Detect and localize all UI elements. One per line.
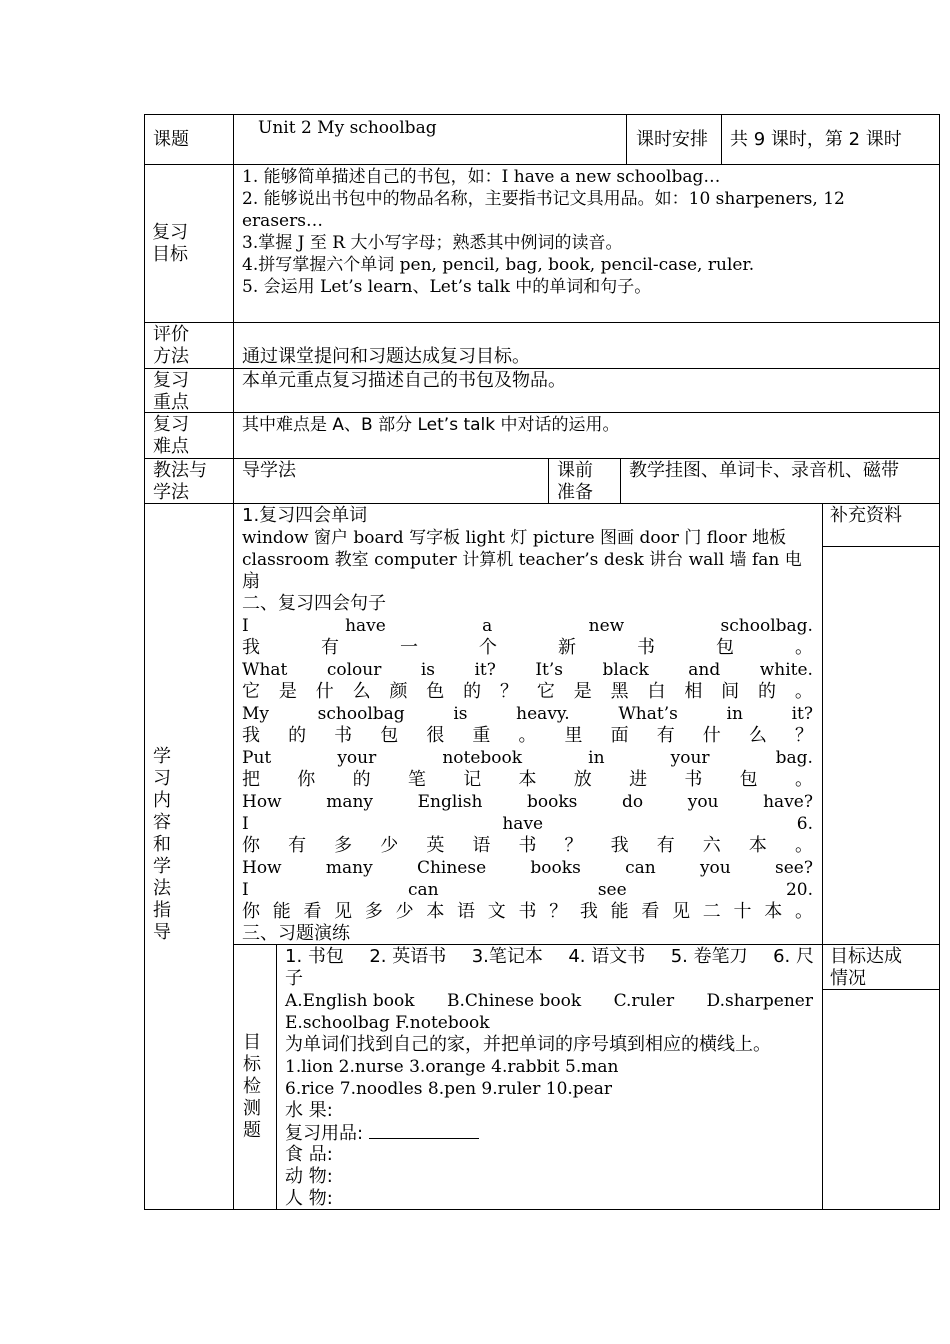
sentence-word: 。 bbox=[794, 835, 813, 856]
sentence-word: 是 bbox=[573, 681, 592, 702]
key-points-value: 本单元重点复习描述自己的书包及物品。 bbox=[242, 370, 566, 391]
sentence-word: many bbox=[325, 858, 373, 878]
sentence-word: colour bbox=[326, 660, 382, 680]
goal-5: 5. 会运用 Let’s learn、Let’s talk 中的单词和句子。 bbox=[242, 277, 652, 297]
sentence-line bbox=[242, 857, 813, 879]
q1-items bbox=[285, 946, 814, 968]
sentence-word: Put bbox=[242, 748, 272, 768]
sentence-word: a bbox=[482, 616, 493, 636]
goal-1: 1. 能够简单描述自己的书包，如：I have a new schoolbag… bbox=[242, 167, 721, 187]
sentence-word: 我 bbox=[579, 901, 598, 922]
sentence-line bbox=[242, 879, 813, 901]
sentence-word: 六 bbox=[702, 835, 721, 856]
sentence-word: 把 bbox=[242, 769, 260, 790]
sentence-word: 语 bbox=[472, 835, 491, 856]
sentence-word: 你 bbox=[297, 769, 316, 790]
sentence-word: 放 bbox=[573, 769, 592, 790]
difficulties-value: 其中难点是 A、B 部分 Let’s talk 中对话的运用。 bbox=[242, 415, 620, 435]
sentence-line bbox=[242, 747, 813, 769]
sentence-word: How bbox=[242, 858, 282, 878]
sentence-word: 6. bbox=[796, 814, 813, 834]
topic-value: Unit 2 My schoolbag bbox=[258, 118, 437, 138]
item: A.English book bbox=[285, 991, 415, 1011]
sentence-word: 的 bbox=[463, 681, 482, 702]
sentence-word: 笔 bbox=[407, 769, 426, 790]
sentence-word: have? bbox=[763, 792, 813, 812]
sentence-word: black bbox=[602, 660, 649, 680]
sentence-word: 么 bbox=[352, 681, 371, 702]
sentence-word: 本 bbox=[748, 835, 767, 856]
sentence-word: It’s bbox=[535, 660, 564, 680]
sentence-word: you bbox=[687, 792, 719, 812]
sentence-word: have bbox=[502, 814, 544, 834]
sentence-word: in bbox=[726, 704, 743, 724]
sentence-word: it? bbox=[791, 704, 813, 724]
item: 2. 英语书 bbox=[369, 946, 447, 967]
sentence-word: 包 bbox=[380, 725, 399, 746]
sentence-word: 我 bbox=[242, 725, 260, 746]
sentence-word: white. bbox=[759, 660, 813, 680]
item: 5. 卷笔刀 bbox=[670, 946, 748, 967]
sentence-word: 有 bbox=[656, 835, 675, 856]
sentence-word: 什 bbox=[315, 681, 334, 702]
sentence-word: can bbox=[407, 880, 439, 900]
sentence-word: 它 bbox=[242, 681, 260, 702]
methods-value: 导学法 bbox=[242, 460, 296, 481]
sentence-word: 你 bbox=[242, 835, 260, 856]
sentence-word: your bbox=[337, 748, 377, 768]
sentence-word: 黑 bbox=[610, 681, 629, 702]
sentence-word: 。 bbox=[794, 901, 813, 922]
sentence-word: 色 bbox=[426, 681, 445, 702]
sentence-word: your bbox=[670, 748, 710, 768]
sentence-word: 间 bbox=[721, 681, 740, 702]
sentence-word: 白 bbox=[647, 681, 666, 702]
sentence-word: new bbox=[588, 616, 625, 636]
goal-3: 3.掌握 J 至 R 大小写字母；熟悉其中例词的读音。 bbox=[242, 233, 623, 253]
sentence-word: and bbox=[688, 660, 721, 680]
sentence-word: 面 bbox=[610, 725, 629, 746]
sentence-word: ？ bbox=[549, 901, 568, 922]
sentence-line bbox=[242, 901, 813, 923]
sentence-word: notebook bbox=[442, 748, 523, 768]
sentence-word: 书 bbox=[518, 835, 537, 856]
sentence-line bbox=[242, 725, 813, 747]
sentence-word: 有 bbox=[656, 725, 675, 746]
category-food: 食 品: bbox=[285, 1144, 333, 1165]
key-points-label-1: 复习 bbox=[153, 370, 189, 391]
sentence-word: 英 bbox=[426, 835, 445, 856]
sentence-word: 。 bbox=[794, 769, 813, 790]
sentence-word: 二 bbox=[702, 901, 721, 922]
words-line-3: 扇 bbox=[242, 571, 260, 592]
sentence-word: 少 bbox=[380, 835, 399, 856]
item: 6. 尺 bbox=[773, 946, 814, 967]
sentence-word: What’s bbox=[618, 704, 678, 724]
sentence-word: books bbox=[530, 858, 581, 878]
goals-label: 复习目标 bbox=[152, 222, 188, 265]
methods-label-1: 教法与 bbox=[153, 460, 207, 481]
sentence-line bbox=[242, 637, 813, 659]
sentence-word: ？ bbox=[564, 835, 583, 856]
sentence-line bbox=[242, 813, 813, 835]
sentence-word: ？ bbox=[500, 681, 519, 702]
sentence-word: many bbox=[326, 792, 374, 812]
sentence-word: 书 bbox=[334, 725, 353, 746]
category-people: 人 物: bbox=[285, 1188, 333, 1209]
sentence-word: Chinese bbox=[416, 858, 487, 878]
sentence-word: 很 bbox=[426, 725, 445, 746]
item: D.sharpener bbox=[706, 991, 813, 1011]
sentence-word: 看 bbox=[641, 901, 660, 922]
item: 4. 语文书 bbox=[568, 946, 646, 967]
sentence-line bbox=[242, 791, 813, 813]
sentence-word: 。 bbox=[795, 637, 813, 658]
category-supplies: 复习用品: bbox=[285, 1122, 479, 1145]
sentences-title: 二、复习四会句子 bbox=[242, 593, 386, 614]
evaluation-value: 通过课堂提问和习题达成复习目标。 bbox=[242, 346, 530, 367]
sentence-word: it? bbox=[474, 660, 496, 680]
sentence-word: 的 bbox=[288, 725, 307, 746]
schedule-label: 课时安排 bbox=[636, 129, 708, 150]
answer-blank[interactable] bbox=[369, 1122, 479, 1139]
prep-label-1: 课前 bbox=[557, 460, 593, 481]
sentence-word: is bbox=[453, 704, 468, 724]
sentence-word: 。 bbox=[794, 681, 813, 702]
goal-2: 2. 能够说出书包中的物品名称，主要指书记文具用品。如：10 sharpeners, 12 bbox=[242, 189, 845, 209]
sentence-word: 少 bbox=[395, 901, 414, 922]
topic-label: 课题 bbox=[153, 129, 189, 150]
sentence-word: 见 bbox=[334, 901, 353, 922]
sentence-word: 多 bbox=[364, 901, 383, 922]
sentence-word: 能 bbox=[610, 901, 629, 922]
sentence-line bbox=[242, 615, 813, 637]
sentence-word: in bbox=[588, 748, 605, 768]
words-title: 1.复习四会单词 bbox=[242, 505, 368, 526]
sentence-word: My bbox=[242, 704, 270, 724]
sentence-word: 看 bbox=[303, 901, 322, 922]
sentence-word: 文 bbox=[487, 901, 506, 922]
sentence-word: 的 bbox=[758, 681, 777, 702]
goal-2-wrap: erasers… bbox=[242, 211, 323, 231]
item: 3.笔记本 bbox=[471, 946, 543, 967]
sentence-word: is bbox=[420, 660, 436, 680]
sentence-word: 。 bbox=[518, 725, 537, 746]
sentence-word: books bbox=[527, 792, 578, 812]
exercise-title: 三、习题演练 bbox=[242, 923, 350, 944]
sentence-word: bag. bbox=[775, 748, 813, 768]
sentence-word: 我 bbox=[610, 835, 629, 856]
sentence-word: 的 bbox=[352, 769, 371, 790]
sentence-word: have bbox=[345, 616, 386, 636]
sentence-word: How bbox=[242, 792, 282, 812]
item: C.ruler bbox=[613, 991, 675, 1011]
sentence-word: 它 bbox=[536, 681, 555, 702]
sentence-word: 什 bbox=[702, 725, 721, 746]
sentence-word: heavy. bbox=[516, 704, 570, 724]
sentence-word: 是 bbox=[278, 681, 297, 702]
prep-value: 教学挂图、单词卡、录音机、磁带 bbox=[629, 460, 899, 481]
sentence-word: schoolbag bbox=[317, 704, 405, 724]
goal-4: 4.拼写掌握六个单词 pen, pencil, bag, book, pencil-case, ruler. bbox=[242, 255, 755, 275]
category-fruit: 水 果: bbox=[285, 1100, 333, 1121]
q1-options bbox=[285, 990, 813, 1012]
q1-wrap: 子 bbox=[285, 968, 303, 989]
test-side-label: 目标检测题 bbox=[243, 1032, 261, 1141]
sentence-line bbox=[242, 703, 813, 725]
prep-label-2: 准备 bbox=[557, 482, 593, 503]
sentence-word: 进 bbox=[629, 769, 648, 790]
sentence-word: schoolbag. bbox=[720, 616, 813, 636]
q2-words-1: 1.lion 2.nurse 3.orange 4.rabbit 5.man bbox=[285, 1057, 619, 1077]
supplement-label: 补充资料 bbox=[830, 505, 902, 526]
sentence-word: 个 bbox=[479, 637, 497, 658]
sentence-word: can bbox=[625, 858, 656, 878]
sentence-word: English bbox=[417, 792, 483, 812]
sentence-word: you bbox=[699, 858, 731, 878]
sentence-line bbox=[242, 835, 813, 857]
sentence-word: 十 bbox=[733, 901, 752, 922]
sentence-word: see bbox=[597, 880, 627, 900]
sentence-word: 么 bbox=[748, 725, 767, 746]
q1-options-wrap: E.schoolbag F.notebook bbox=[285, 1013, 490, 1033]
evaluation-label-2: 方法 bbox=[153, 346, 189, 367]
status-label-2: 情况 bbox=[830, 968, 866, 989]
sentence-word: I bbox=[242, 814, 249, 834]
sentence-word: 能 bbox=[272, 901, 291, 922]
sentence-word: 20. bbox=[785, 880, 813, 900]
sentence-word: What bbox=[242, 660, 288, 680]
sentence-line bbox=[242, 681, 813, 703]
sentence-word: ？ bbox=[794, 725, 813, 746]
evaluation-label-1: 评价 bbox=[153, 324, 189, 345]
sentence-word: 一 bbox=[400, 637, 418, 658]
difficulties-label-1: 复习 bbox=[153, 414, 189, 435]
sentence-word: 我 bbox=[242, 637, 260, 658]
sentence-word: 重 bbox=[472, 725, 491, 746]
sentence-word: 书 bbox=[637, 637, 655, 658]
sentence-word: 相 bbox=[684, 681, 703, 702]
key-points-label-2: 重点 bbox=[153, 392, 189, 413]
sentence-word: 有 bbox=[288, 835, 307, 856]
sentence-word: 语 bbox=[457, 901, 476, 922]
sentence-word: 书 bbox=[518, 901, 537, 922]
q2-words-2: 6.rice 7.noodles 8.pen 9.ruler 10.pear bbox=[285, 1079, 612, 1099]
sentence-word: 本 bbox=[518, 769, 537, 790]
sentence-line bbox=[242, 659, 813, 681]
content-side-label: 学习内容和学法指导 bbox=[153, 746, 171, 943]
sentence-word: see? bbox=[775, 858, 813, 878]
sentence-word: I bbox=[242, 616, 249, 636]
sentence-word: 见 bbox=[672, 901, 691, 922]
sentence-word: I bbox=[242, 880, 249, 900]
status-label-1: 目标达成 bbox=[830, 946, 902, 967]
item: 1. 书包 bbox=[285, 946, 344, 967]
schedule-value: 共 9 课时，第 2 课时 bbox=[730, 129, 902, 150]
sentence-word: 新 bbox=[558, 637, 576, 658]
methods-label-2: 学法 bbox=[153, 482, 189, 503]
words-line-2: classroom 教室 computer 计算机 teacher’s desk 讲台 wall 墙 fan 电 bbox=[242, 550, 802, 570]
sentence-word: 颜 bbox=[389, 681, 408, 702]
q2-title: 为单词们找到自己的家，并把单词的序号填到相应的横线上。 bbox=[285, 1034, 771, 1055]
category-animal: 动 物: bbox=[285, 1166, 333, 1187]
difficulties-label-2: 难点 bbox=[153, 436, 189, 457]
sentence-word: do bbox=[622, 792, 644, 812]
sentence-word: 记 bbox=[463, 769, 482, 790]
sentence-word: 有 bbox=[321, 637, 339, 658]
sentence-word: 里 bbox=[564, 725, 583, 746]
sentence-word: 包 bbox=[716, 637, 734, 658]
sentence-line bbox=[242, 769, 813, 791]
words-line-1: window 窗户 board 写字板 light 灯 picture 图画 door 门 floor 地板 bbox=[242, 528, 787, 548]
sentence-word: 你 bbox=[242, 901, 260, 922]
sentence-word: 多 bbox=[334, 835, 353, 856]
sentence-word: 包 bbox=[739, 769, 758, 790]
sentence-word: 本 bbox=[764, 901, 783, 922]
sentence-word: 书 bbox=[684, 769, 703, 790]
sentence-word: 本 bbox=[426, 901, 445, 922]
item: B.Chinese book bbox=[446, 991, 582, 1011]
